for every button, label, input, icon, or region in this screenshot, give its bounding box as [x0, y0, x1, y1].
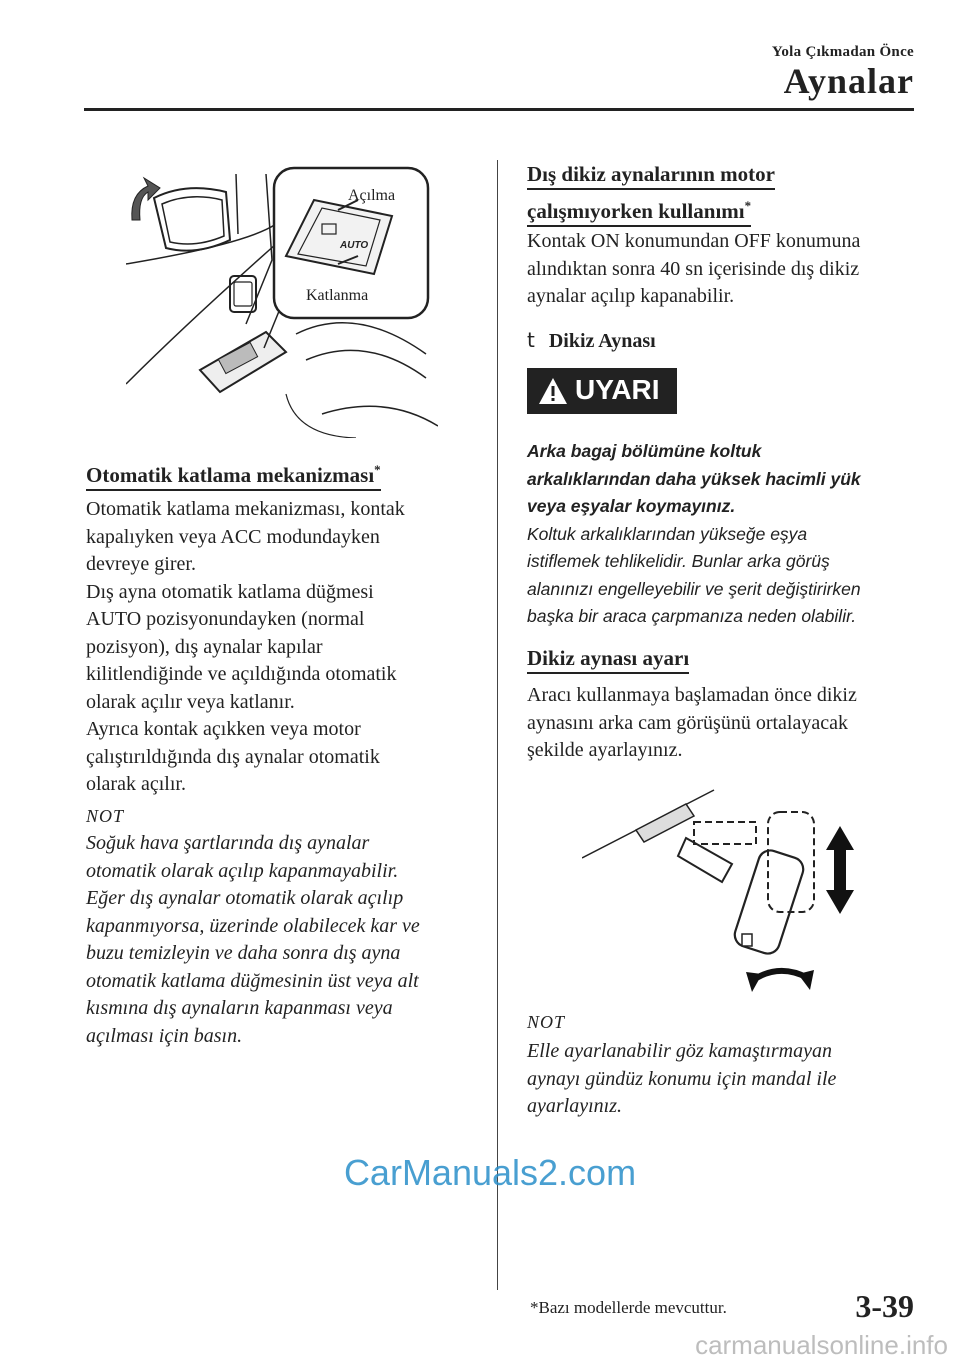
- section-name: Yola Çıkmadan Önce: [771, 44, 914, 60]
- line: Kontak ON konumundan OFF konumuna: [527, 230, 861, 252]
- line: alanınızı engelleyebilir ve şerit değiştirirken: [527, 578, 861, 599]
- line: otomatik olarak açılıp kapanmayabilir.: [86, 859, 399, 882]
- right-heading: [527, 160, 775, 225]
- warning-text: [527, 438, 927, 631]
- right-heading-mark: *: [744, 198, 752, 213]
- subheading-bullet: t: [527, 328, 535, 352]
- line: kilitlendiğinde ve açıldığında otomatik: [86, 663, 397, 685]
- line: Arka bagaj bölümüne koltuk: [527, 441, 762, 461]
- mirror-switch-illustration: [126, 164, 438, 438]
- line: Otomatik katlama mekanizması, kontak: [86, 498, 405, 520]
- auto-switch-label: AUTO: [340, 240, 369, 251]
- line: Elle ayarlanabilir göz kamaştırmayan: [527, 1040, 832, 1062]
- line: Dış ayna otomatik katlama düğmesi: [86, 580, 374, 603]
- line: buzu temizleyin ve daha sonra dış ayna: [86, 942, 401, 964]
- line: aynasını arka cam görüşünü ortalayacak: [527, 711, 848, 734]
- right-paragraph2: [527, 682, 927, 765]
- site-watermark: carmanualsonline.info: [695, 1330, 948, 1360]
- header-rule: [84, 108, 914, 111]
- line: arkalıklarından daha yüksek hacimli yük: [527, 468, 861, 489]
- line: Ayrıca kontak açıkken veya motor: [86, 718, 361, 740]
- line: Soğuk hava şartlarında dış aynalar: [86, 832, 370, 854]
- line: kısmına dış aynaların kapanması veya: [86, 997, 393, 1019]
- line: olarak açılır.: [86, 773, 186, 795]
- line: Koltuk arkalıklarından yükseğe eşya: [527, 523, 808, 544]
- line: AUTO pozisyonundayken (normal: [86, 608, 365, 630]
- line: aynayı gündüz konumu için mandal ile: [527, 1067, 837, 1090]
- line: alındıktan sonra 40 sn içerisinde dış dikiz: [527, 257, 860, 280]
- warning-badge: [527, 368, 677, 414]
- line: başka bir araca çarpmanıza neden olabilir.: [527, 606, 857, 626]
- line: Aracı kullanmaya başlamadan önce dikiz: [527, 684, 857, 706]
- right-heading-line1: Dış dikiz aynalarının motor: [527, 162, 775, 190]
- line: aynalar açılıp kapanabilir.: [527, 285, 735, 307]
- rearview-mirror-illustration: [582, 786, 872, 998]
- heading-mirror-adjust-text: Dikiz aynası ayarı: [527, 646, 689, 674]
- right-note-label: NOT: [527, 1012, 566, 1032]
- line: veya eşyalar koymayınız.: [527, 496, 736, 516]
- left-heading-mark: *: [374, 462, 381, 477]
- page-number: 3-39: [855, 1288, 914, 1324]
- open-label: Açılma: [348, 187, 396, 204]
- right-note: [527, 1038, 927, 1121]
- fold-label: Katlanma: [306, 287, 369, 304]
- page-title: Aynalar: [783, 61, 914, 101]
- left-heading-text: Otomatik katlama mekanizması: [86, 463, 375, 487]
- footnote: *Bazı modellerde mevcuttur.: [530, 1298, 727, 1317]
- left-note: [86, 830, 486, 1050]
- line: pozisyon), dış aynalar kapılar: [86, 635, 323, 658]
- right-heading-line2: çalışmıyorken kullanımı: [527, 199, 745, 223]
- line: kapanmıyorsa, üzerinde olabilecek kar ve: [86, 914, 420, 937]
- column-divider: [497, 160, 498, 1290]
- line: istiflemek tehlikelidir. Bunlar arka görüş: [527, 551, 830, 571]
- line: devreye girer.: [86, 553, 196, 575]
- left-paragraph: [86, 496, 486, 799]
- warning-label: UYARI: [575, 374, 660, 405]
- line: Eğer dış aynalar otomatik olarak açılıp: [86, 887, 404, 909]
- warning-icon: [537, 376, 569, 406]
- right-paragraph1: [527, 228, 927, 311]
- heading-mirror-adjust: [527, 644, 689, 672]
- left-note-label: NOT: [86, 806, 125, 826]
- watermark: CarManuals2.com: [343, 1152, 637, 1193]
- subheading-text: Dikiz Aynası: [548, 330, 656, 352]
- line: olarak açılır veya katlanır.: [86, 690, 295, 713]
- left-heading: [86, 456, 381, 489]
- line: kapalıyken veya ACC modundayken: [86, 525, 380, 548]
- line: çalıştırıldığında dış aynalar otomatik: [86, 745, 380, 768]
- line: açılması için basın.: [86, 1024, 243, 1047]
- line: ayarlayınız.: [527, 1095, 622, 1117]
- line: şekilde ayarlayınız.: [527, 739, 683, 761]
- subheading-rearview-mirror: [527, 326, 656, 355]
- line: otomatik katlama düğmesinin üst veya alt: [86, 969, 419, 992]
